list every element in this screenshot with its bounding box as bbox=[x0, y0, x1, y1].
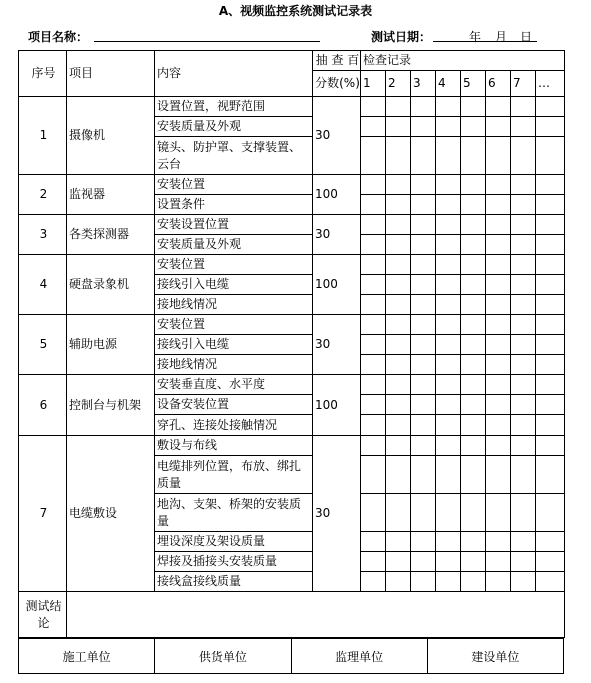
table-row bbox=[19, 255, 565, 275]
table-row bbox=[19, 375, 565, 395]
check-cell[interactable] bbox=[486, 552, 511, 572]
row-content: 安装位置 bbox=[155, 175, 313, 195]
conclusion-field[interactable] bbox=[67, 592, 565, 638]
check-cell[interactable] bbox=[411, 456, 436, 494]
row-content: 接线引入电缆 bbox=[155, 335, 313, 355]
check-cell[interactable] bbox=[361, 436, 386, 456]
row-seq: 6 bbox=[19, 375, 67, 436]
check-cell[interactable] bbox=[436, 97, 461, 117]
check-cell[interactable] bbox=[361, 552, 386, 572]
check-cell[interactable] bbox=[386, 552, 411, 572]
row-content: 安装垂直度、水平度 bbox=[155, 375, 313, 395]
row-content: 安装位置 bbox=[155, 255, 313, 275]
check-cell[interactable] bbox=[486, 355, 511, 375]
check-cell[interactable] bbox=[536, 415, 565, 436]
signature-owner: 建设单位 bbox=[427, 639, 563, 674]
check-cell[interactable] bbox=[461, 137, 486, 175]
check-cell[interactable] bbox=[486, 375, 511, 395]
project-name-label: 项目名称： bbox=[28, 30, 89, 44]
row-content: 电缆排列位置，布放、绑扎质量 bbox=[155, 456, 313, 494]
header-item: 项目 bbox=[67, 51, 155, 97]
check-col-header: 5 bbox=[461, 71, 486, 97]
check-cell[interactable] bbox=[386, 235, 411, 255]
check-cell[interactable] bbox=[436, 255, 461, 275]
check-cell[interactable] bbox=[486, 137, 511, 175]
row-item: 摄像机 bbox=[67, 97, 155, 175]
check-cell[interactable] bbox=[436, 532, 461, 552]
row-content: 设置位置，视野范围 bbox=[155, 97, 313, 117]
row-seq: 4 bbox=[19, 255, 67, 315]
check-cell[interactable] bbox=[486, 215, 511, 235]
check-cell[interactable] bbox=[436, 235, 461, 255]
row-sample-percent: 100 bbox=[313, 375, 361, 436]
check-cell[interactable] bbox=[511, 315, 536, 335]
row-content: 接地线情况 bbox=[155, 355, 313, 375]
check-cell[interactable] bbox=[536, 195, 565, 215]
check-cell[interactable] bbox=[511, 175, 536, 195]
check-cell[interactable] bbox=[461, 572, 486, 592]
row-sample-percent: 30 bbox=[313, 97, 361, 175]
check-cell[interactable] bbox=[436, 215, 461, 235]
row-content: 安装设置位置 bbox=[155, 215, 313, 235]
check-col-header: 1 bbox=[361, 71, 386, 97]
check-cell[interactable] bbox=[511, 572, 536, 592]
row-content: 地沟、支架、桥架的安装质量 bbox=[155, 494, 313, 532]
conclusion-label: 测试结论 bbox=[19, 592, 67, 638]
check-cell[interactable] bbox=[486, 395, 511, 415]
check-cell[interactable] bbox=[386, 456, 411, 494]
row-seq: 2 bbox=[19, 175, 67, 215]
check-cell[interactable] bbox=[411, 175, 436, 195]
table-row bbox=[19, 175, 565, 195]
check-cell[interactable] bbox=[536, 97, 565, 117]
check-cell[interactable] bbox=[461, 117, 486, 137]
row-content: 镜头、防护罩、支撑装置、云台 bbox=[155, 137, 313, 175]
row-seq: 1 bbox=[19, 97, 67, 175]
check-cell[interactable] bbox=[511, 395, 536, 415]
row-content: 安装质量及外观 bbox=[155, 117, 313, 137]
check-cell[interactable] bbox=[461, 97, 486, 117]
check-cell[interactable] bbox=[461, 255, 486, 275]
check-cell[interactable] bbox=[486, 532, 511, 552]
check-cell[interactable] bbox=[486, 335, 511, 355]
check-cell[interactable] bbox=[511, 275, 536, 295]
row-item: 辅助电源 bbox=[67, 315, 155, 375]
check-cell[interactable] bbox=[436, 494, 461, 532]
row-content: 接线盒接线质量 bbox=[155, 572, 313, 592]
check-cell[interactable] bbox=[411, 137, 436, 175]
row-item: 电缆敷设 bbox=[67, 436, 155, 592]
record-table bbox=[18, 50, 565, 638]
check-cell[interactable] bbox=[386, 175, 411, 195]
check-cell[interactable] bbox=[361, 195, 386, 215]
check-cell[interactable] bbox=[386, 215, 411, 235]
check-cell[interactable] bbox=[436, 295, 461, 315]
check-col-header: 4 bbox=[436, 71, 461, 97]
check-cell[interactable] bbox=[511, 195, 536, 215]
check-cell[interactable] bbox=[411, 436, 436, 456]
check-cell[interactable] bbox=[461, 494, 486, 532]
check-cell[interactable] bbox=[436, 375, 461, 395]
row-content: 焊接及插接头安装质量 bbox=[155, 552, 313, 572]
row-seq: 7 bbox=[19, 436, 67, 592]
check-cell[interactable] bbox=[361, 295, 386, 315]
check-cell[interactable] bbox=[411, 355, 436, 375]
row-seq: 3 bbox=[19, 215, 67, 255]
check-cell[interactable] bbox=[411, 275, 436, 295]
check-cell[interactable] bbox=[361, 494, 386, 532]
row-sample-percent: 100 bbox=[313, 175, 361, 215]
check-cell[interactable] bbox=[386, 275, 411, 295]
check-cell[interactable] bbox=[436, 395, 461, 415]
check-cell[interactable] bbox=[411, 532, 436, 552]
check-cell[interactable] bbox=[486, 456, 511, 494]
check-cell[interactable] bbox=[411, 335, 436, 355]
check-cell[interactable] bbox=[461, 436, 486, 456]
check-cell[interactable] bbox=[461, 175, 486, 195]
check-cell[interactable] bbox=[436, 572, 461, 592]
check-cell[interactable] bbox=[511, 137, 536, 175]
document-title: A、视频监控系统测试记录表 bbox=[218, 4, 373, 18]
check-cell[interactable] bbox=[386, 335, 411, 355]
check-cell[interactable] bbox=[386, 97, 411, 117]
check-cell[interactable] bbox=[361, 215, 386, 235]
check-cell[interactable] bbox=[411, 295, 436, 315]
check-cell[interactable] bbox=[511, 235, 536, 255]
check-cell[interactable] bbox=[486, 117, 511, 137]
row-content: 穿孔、连接处接触情况 bbox=[155, 415, 313, 436]
check-cell[interactable] bbox=[361, 275, 386, 295]
check-cell[interactable] bbox=[361, 456, 386, 494]
check-cell[interactable] bbox=[411, 395, 436, 415]
check-cell[interactable] bbox=[511, 436, 536, 456]
check-cell[interactable] bbox=[536, 335, 565, 355]
row-content: 设备安装位置 bbox=[155, 395, 313, 415]
check-cell[interactable] bbox=[536, 275, 565, 295]
project-name-field[interactable] bbox=[94, 41, 320, 42]
check-cell[interactable] bbox=[386, 572, 411, 592]
check-cell[interactable] bbox=[386, 117, 411, 137]
check-cell[interactable] bbox=[536, 175, 565, 195]
date-month-label: 月 bbox=[495, 30, 508, 44]
check-cell[interactable] bbox=[536, 315, 565, 335]
check-cell[interactable] bbox=[461, 315, 486, 335]
check-cell[interactable] bbox=[436, 415, 461, 436]
row-content: 接线引入电缆 bbox=[155, 275, 313, 295]
check-cell[interactable] bbox=[386, 137, 411, 175]
check-cell[interactable] bbox=[436, 275, 461, 295]
check-cell[interactable] bbox=[436, 552, 461, 572]
check-cell[interactable] bbox=[386, 315, 411, 335]
date-day-label: 日 bbox=[520, 30, 533, 44]
check-cell[interactable] bbox=[486, 235, 511, 255]
check-cell[interactable] bbox=[536, 395, 565, 415]
check-cell[interactable] bbox=[436, 456, 461, 494]
check-cell[interactable] bbox=[461, 235, 486, 255]
check-cell[interactable] bbox=[461, 415, 486, 436]
check-col-header: 6 bbox=[486, 71, 511, 97]
table-row bbox=[19, 215, 565, 235]
check-cell[interactable] bbox=[411, 255, 436, 275]
check-cell[interactable] bbox=[511, 494, 536, 532]
row-item: 硬盘录象机 bbox=[67, 255, 155, 315]
check-cell[interactable] bbox=[486, 97, 511, 117]
row-content: 接地线情况 bbox=[155, 295, 313, 315]
check-col-header: … bbox=[536, 71, 565, 97]
check-cell[interactable] bbox=[386, 355, 411, 375]
check-cell[interactable] bbox=[536, 355, 565, 375]
check-cell[interactable] bbox=[511, 456, 536, 494]
check-cell[interactable] bbox=[536, 494, 565, 532]
check-cell[interactable] bbox=[486, 436, 511, 456]
check-cell[interactable] bbox=[536, 255, 565, 275]
check-cell[interactable] bbox=[411, 117, 436, 137]
check-cell[interactable] bbox=[511, 335, 536, 355]
check-cell[interactable] bbox=[361, 235, 386, 255]
check-cell[interactable] bbox=[461, 355, 486, 375]
check-cell[interactable] bbox=[361, 415, 386, 436]
check-cell[interactable] bbox=[511, 415, 536, 436]
check-cell[interactable] bbox=[536, 295, 565, 315]
check-cell[interactable] bbox=[436, 355, 461, 375]
check-cell[interactable] bbox=[411, 97, 436, 117]
check-col-header: 7 bbox=[511, 71, 536, 97]
check-cell[interactable] bbox=[461, 552, 486, 572]
row-item: 监视器 bbox=[67, 175, 155, 215]
row-sample-percent: 100 bbox=[313, 255, 361, 315]
check-cell[interactable] bbox=[536, 532, 565, 552]
header-content: 内容 bbox=[155, 51, 313, 97]
check-cell[interactable] bbox=[486, 572, 511, 592]
check-cell[interactable] bbox=[511, 295, 536, 315]
check-cell[interactable] bbox=[461, 532, 486, 552]
row-content: 埋设深度及架设质量 bbox=[155, 532, 313, 552]
check-cell[interactable] bbox=[361, 355, 386, 375]
check-cell[interactable] bbox=[511, 355, 536, 375]
check-cell[interactable] bbox=[486, 175, 511, 195]
check-cell[interactable] bbox=[411, 494, 436, 532]
check-cell[interactable] bbox=[411, 215, 436, 235]
check-cell[interactable] bbox=[386, 415, 411, 436]
check-cell[interactable] bbox=[386, 494, 411, 532]
signature-supplier: 供货单位 bbox=[155, 639, 291, 674]
signature-table bbox=[18, 638, 564, 674]
check-cell[interactable] bbox=[461, 375, 486, 395]
check-cell[interactable] bbox=[536, 436, 565, 456]
check-cell[interactable] bbox=[386, 195, 411, 215]
check-cell[interactable] bbox=[436, 175, 461, 195]
signature-supervisor: 监理单位 bbox=[291, 639, 427, 674]
check-cell[interactable] bbox=[386, 395, 411, 415]
row-item: 控制台与机架 bbox=[67, 375, 155, 436]
check-cell[interactable] bbox=[436, 117, 461, 137]
check-cell[interactable] bbox=[361, 117, 386, 137]
check-cell[interactable] bbox=[386, 375, 411, 395]
check-cell[interactable] bbox=[411, 375, 436, 395]
row-seq: 5 bbox=[19, 315, 67, 375]
check-col-header: 2 bbox=[386, 71, 411, 97]
check-cell[interactable] bbox=[411, 315, 436, 335]
check-cell[interactable] bbox=[511, 375, 536, 395]
check-cell[interactable] bbox=[486, 415, 511, 436]
check-cell[interactable] bbox=[411, 195, 436, 215]
check-cell[interactable] bbox=[461, 456, 486, 494]
check-cell[interactable] bbox=[486, 494, 511, 532]
table-row bbox=[19, 315, 565, 335]
date-year-label: 年 bbox=[469, 30, 482, 44]
check-cell[interactable] bbox=[361, 375, 386, 395]
check-cell[interactable] bbox=[536, 215, 565, 235]
check-cell[interactable] bbox=[411, 415, 436, 436]
check-cell[interactable] bbox=[361, 335, 386, 355]
test-date-label: 测试日期： bbox=[371, 30, 432, 44]
check-cell[interactable] bbox=[536, 572, 565, 592]
check-cell[interactable] bbox=[436, 137, 461, 175]
row-content: 安装位置 bbox=[155, 315, 313, 335]
check-cell[interactable] bbox=[436, 436, 461, 456]
signature-construction: 施工单位 bbox=[19, 639, 155, 674]
table-row bbox=[19, 436, 565, 456]
check-cell[interactable] bbox=[461, 395, 486, 415]
check-cell[interactable] bbox=[361, 315, 386, 335]
check-cell[interactable] bbox=[361, 97, 386, 117]
check-cell[interactable] bbox=[486, 275, 511, 295]
check-cell[interactable] bbox=[486, 255, 511, 275]
header-check-record: 检查记录 bbox=[361, 51, 565, 71]
check-cell[interactable] bbox=[536, 552, 565, 572]
check-cell[interactable] bbox=[361, 137, 386, 175]
header-sample-line1: 抽 查 百 bbox=[313, 51, 361, 71]
check-cell[interactable] bbox=[436, 195, 461, 215]
check-cell[interactable] bbox=[536, 137, 565, 175]
check-cell[interactable] bbox=[536, 456, 565, 494]
check-cell[interactable] bbox=[536, 375, 565, 395]
check-cell[interactable] bbox=[436, 315, 461, 335]
check-cell[interactable] bbox=[361, 532, 386, 552]
check-cell[interactable] bbox=[486, 295, 511, 315]
check-cell[interactable] bbox=[536, 235, 565, 255]
check-cell[interactable] bbox=[536, 117, 565, 137]
table-row bbox=[19, 97, 565, 117]
check-cell[interactable] bbox=[511, 255, 536, 275]
header-seq: 序号 bbox=[19, 51, 67, 97]
row-item: 各类探测器 bbox=[67, 215, 155, 255]
check-cell[interactable] bbox=[361, 255, 386, 275]
row-content: 设置条件 bbox=[155, 195, 313, 215]
check-cell[interactable] bbox=[461, 295, 486, 315]
check-cell[interactable] bbox=[461, 215, 486, 235]
check-cell[interactable] bbox=[511, 117, 536, 137]
check-cell[interactable] bbox=[361, 572, 386, 592]
check-cell[interactable] bbox=[511, 97, 536, 117]
check-cell[interactable] bbox=[386, 255, 411, 275]
row-sample-percent: 30 bbox=[313, 215, 361, 255]
check-cell[interactable] bbox=[511, 552, 536, 572]
check-cell[interactable] bbox=[461, 335, 486, 355]
check-cell[interactable] bbox=[361, 175, 386, 195]
header-sample-line2: 分数(%) bbox=[313, 71, 361, 97]
check-cell[interactable] bbox=[511, 532, 536, 552]
check-cell[interactable] bbox=[411, 572, 436, 592]
check-cell[interactable] bbox=[361, 395, 386, 415]
check-cell[interactable] bbox=[386, 436, 411, 456]
check-cell[interactable] bbox=[411, 552, 436, 572]
check-cell[interactable] bbox=[511, 215, 536, 235]
check-cell[interactable] bbox=[386, 532, 411, 552]
row-content: 敷设与布线 bbox=[155, 436, 313, 456]
row-sample-percent: 30 bbox=[313, 436, 361, 592]
row-content: 安装质量及外观 bbox=[155, 235, 313, 255]
check-cell[interactable] bbox=[386, 295, 411, 315]
check-cell[interactable] bbox=[461, 195, 486, 215]
check-cell[interactable] bbox=[486, 315, 511, 335]
row-sample-percent: 30 bbox=[313, 315, 361, 375]
check-cell[interactable] bbox=[411, 235, 436, 255]
check-cell[interactable] bbox=[461, 275, 486, 295]
check-col-header: 3 bbox=[411, 71, 436, 97]
check-cell[interactable] bbox=[486, 195, 511, 215]
check-cell[interactable] bbox=[436, 335, 461, 355]
